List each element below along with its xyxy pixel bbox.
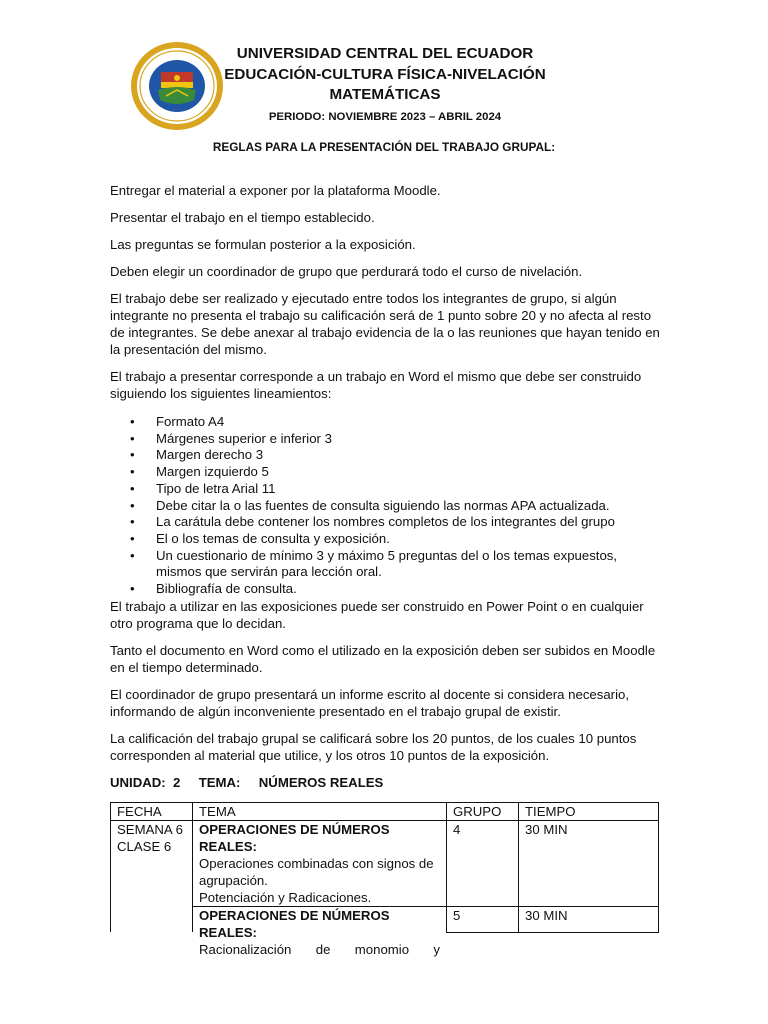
bullet-icon: • [130,547,135,563]
list-item: • Margen derecho 3 [130,447,264,463]
column-header: GRUPO [447,802,519,820]
topic-line: Racionalización de monomio y [199,941,440,957]
paragraph: El coordinador de grupo presentará un informe escrito al docente si considera necesario, informando de algún inconveniente presentado en el trabajo grupal de existir. [110,686,630,719]
paragraph: El trabajo debe ser realizado y ejecutado entre todos los integrantes de grupo, si algún integrante no presenta el trabajo su calificación será de 1 punto sobre 20 y no afecta al resto de integrantes. Se debe anexar al trabajo evidencia de la o las reuniones que hayan tenido en la presentación del mismo. [110,291,660,357]
document-header [210,44,560,126]
group-cell: 4 [447,820,519,906]
schedule-table [110,802,659,957]
paragraph: Tanto el documento en Word como el utilizado en la exposición deben ser subidos en Moodle en el tiempo determinado. [110,642,656,675]
table-row [111,820,659,906]
bullet-icon: • [130,464,135,480]
group-cell: 5 [447,906,519,932]
topic-line: Operaciones combinadas con signos de agrupación. [199,855,434,888]
paragraph: Presentar el trabajo en el tiempo establecido. [110,210,375,225]
column-header: TIEMPO [519,802,659,820]
bullet-icon: • [130,581,135,597]
period: PERIODO: NOVIEMBRE 2023 – ABRIL 2024 [268,110,502,123]
bullet-icon: • [130,480,135,496]
topic-line: Potenciación y Radicaciones. [199,889,372,905]
bullet-icon: • [130,514,135,530]
paragraph: Deben elegir un coordinador de grupo que perdurará todo el curso de nivelación. [110,264,583,279]
document-body [110,182,662,957]
topic-title: OPERACIONES DE NÚMEROS REALES: [199,907,390,940]
topic-cell [193,906,447,957]
list-item: • Un cuestionario de mínimo 3 y máximo 5 preguntas del o los temas expuestos, mismos que servirán para lección oral. [130,547,618,580]
class-label: CLASE 6 [117,838,172,854]
faculty-name: EDUCACIÓN-CULTURA FÍSICA-NIVELACIÓN [224,65,546,83]
unit-heading: UNIDAD: 2 TEMA: NÚMEROS REALES [110,774,384,790]
list-item: • Bibliografía de consulta. [130,581,297,597]
university-name: UNIVERSIDAD CENTRAL DEL ECUADOR [236,45,534,62]
paragraph: Entregar el material a exponer por la plataforma Moodle. [110,183,441,198]
bullet-icon: • [130,497,135,513]
topic-cell [193,820,447,906]
subject-name: MATEMÁTICAS [329,86,441,103]
paragraph: Las preguntas se formulan posterior a la exposición. [110,237,416,252]
list-item: • Formato A4 [130,414,225,429]
bullet-icon: • [130,447,135,463]
column-header: FECHA [111,802,193,820]
bullet-icon: • [130,414,135,429]
rules-title: REGLAS PARA LA PRESENTACIÓN DEL TRABAJO GRUPAL: [212,140,556,154]
time-cell: 30 MIN [519,906,659,932]
list-item: • Debe citar la o las fuentes de consulta siguiendo las normas APA actualizada. [130,497,610,513]
list-item: • El o los temas de consulta y exposición. [130,530,390,546]
bullet-icon: • [130,430,135,446]
list-item: • La carátula debe contener los nombres completos de los integrantes del grupo [130,514,615,530]
list-item: • Margen izquierdo 5 [130,464,269,480]
list-item: • Tipo de letra Arial 11 [130,480,276,496]
guidelines-list [110,414,662,598]
date-cell [111,820,193,932]
paragraph: El trabajo a presentar corresponde a un trabajo en Word el mismo que debe ser construido siguiendo los siguientes lineamientos: [110,369,642,401]
topic-title: OPERACIONES DE NÚMEROS REALES: [199,821,390,854]
time-cell: 30 MIN [519,820,659,906]
paragraph: El trabajo a utilizar en las exposiciones puede ser construido en Power Point o en cualquier otro programa que lo decidan. [110,598,644,631]
paragraph: La calificación del trabajo grupal se calificará sobre los 20 puntos, de los cuales 10 puntos corresponden al material que utilice, y los otros 10 puntos de la exposición. [110,730,637,763]
table-row [111,906,659,932]
list-item: • Márgenes superior e inferior 3 [130,430,332,446]
week-label: SEMANA 6 [117,821,183,837]
table-header-row [111,802,659,820]
bullet-icon: • [130,530,135,546]
column-header: TEMA [193,802,447,820]
